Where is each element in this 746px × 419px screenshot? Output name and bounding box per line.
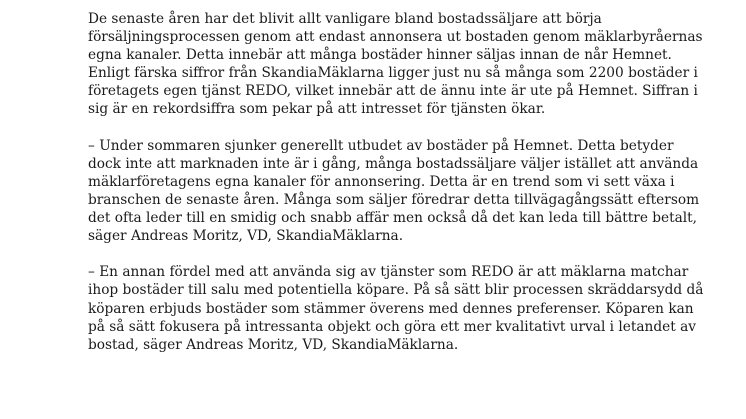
paragraph-intro: De senaste åren har det blivit allt vanligare bland bostadssäljare att börja försäljningsprocessen genom att endast annonsera ut bostaden genom mäklarbyråernas egna kanaler. Detta innebär att många bostäder hinner säljas innan de når Hemnet. Enligt färska siffror från SkandiaMäklarna ligger just nu så många som 2200 bostäder i företagets egen tjänst REDO, vilket innebär att de ännu inte är ute på Hemnet. Siffran i sig är en rekordsiffra som pekar på att intresset för tjänsten ökar. <box>88 11 703 118</box>
paragraph-quote-2: – En annan fördel med att använda sig av tjänster som REDO är att mäklarna matchar ihop bostäder till salu med potentiella köpare. På så sätt blir processen skräddarsydd då köparen erbjuds bostäder som stämmer överens med dennes preferenser. Köparen kan på så sätt fokusera på intressanta objekt och göra ett mer kvalitativt urval i letandet av bostad, säger Andreas Moritz, VD, SkandiaMäklarna. <box>88 264 704 353</box>
article-body <box>88 10 708 372</box>
paragraph-quote-1: – Under sommaren sjunker generellt utbudet av bostäder på Hemnet. Detta betyder dock inte att marknaden inte är i gång, många bostadssäljare väljer istället att använda mäklarföretagens egna kanaler för annonsering. Detta är en trend som vi sett växa i branschen de senaste åren. Många som säljer föredrar detta tillvägagångssätt eftersom det ofta leder till en smidig och snabb affär men också då det kan leda till bättre betalt, säger Andreas Moritz, VD, SkandiaMäklarna. <box>88 137 700 245</box>
